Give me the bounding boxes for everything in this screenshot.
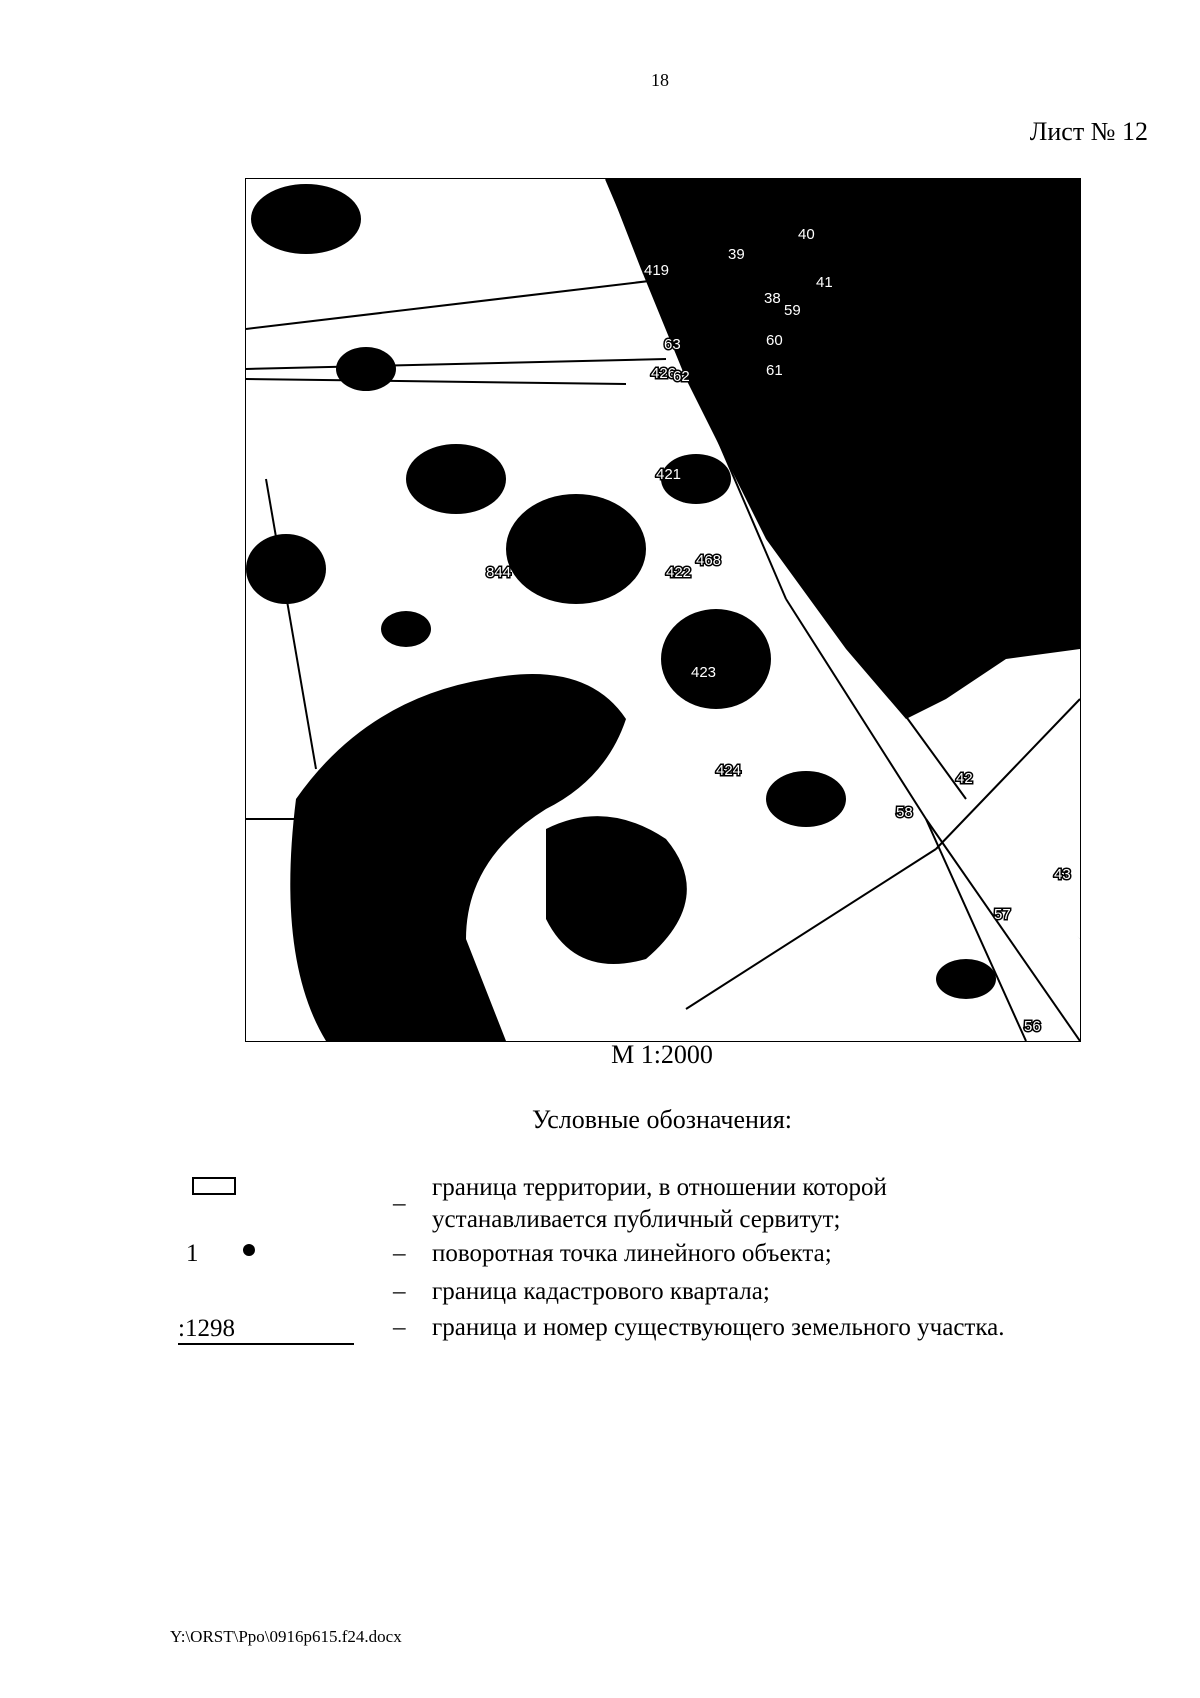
legend-dash: – bbox=[393, 1190, 406, 1217]
map-label: 38 bbox=[764, 290, 781, 307]
map-image bbox=[245, 178, 1081, 1042]
map-label: 42 bbox=[956, 770, 973, 787]
turning-point-dot-icon bbox=[243, 1244, 255, 1256]
map-scale: М 1:2000 bbox=[611, 1040, 713, 1069]
legend-item-cadastral-quarter: граница кадастрового квартала; bbox=[432, 1278, 770, 1305]
map-label: 426 bbox=[651, 365, 677, 382]
parcel-boundary-symbol: :1298 bbox=[178, 1315, 354, 1345]
map-label: 56 bbox=[1024, 1018, 1041, 1035]
map-label: 468 bbox=[696, 552, 722, 569]
map-label: 423 bbox=[691, 664, 717, 681]
legend-item-servitude-line2: устанавливается публичный сервитут; bbox=[432, 1206, 841, 1233]
map-label: 40 bbox=[798, 226, 815, 243]
map-label: 59 bbox=[784, 302, 801, 319]
map-label: 58 bbox=[896, 804, 913, 821]
map-label: 41 bbox=[816, 274, 833, 291]
page-number: 18 bbox=[651, 70, 669, 90]
legend-item-servitude-line1: граница территории, в отношении которой bbox=[432, 1174, 887, 1201]
map-label: 419 bbox=[644, 262, 670, 279]
legend-title: Условные обозначения: bbox=[531, 1105, 793, 1134]
legend-dash: – bbox=[393, 1314, 406, 1341]
map-label: 60 bbox=[766, 332, 783, 349]
map-label: 57 bbox=[994, 906, 1011, 923]
map-svg bbox=[246, 179, 1080, 1041]
map-label: 62 bbox=[673, 368, 690, 385]
sheet-number: Лист № 12 bbox=[1029, 117, 1148, 146]
map-label: 844 bbox=[486, 564, 512, 581]
map-label: 422 bbox=[666, 564, 692, 581]
map-label: 424 bbox=[716, 762, 742, 779]
legend-dash: – bbox=[393, 1278, 406, 1305]
map-label: 63 bbox=[664, 336, 681, 353]
map-label: 421 bbox=[656, 466, 682, 483]
map-label: 61 bbox=[766, 362, 783, 379]
map-label: 43 bbox=[1054, 866, 1071, 883]
legend-item-land-parcel: граница и номер существующего земельного участка. bbox=[432, 1314, 1005, 1341]
map-label: 39 bbox=[728, 246, 745, 263]
legend-item-turning-point: поворотная точка линейного объекта; bbox=[432, 1240, 832, 1267]
legend-dash: – bbox=[393, 1240, 406, 1267]
servitude-boundary-symbol bbox=[192, 1177, 236, 1195]
footer-file-path: Y:\ORST\Ppo\0916p615.f24.docx bbox=[170, 1627, 402, 1646]
turning-point-number: 1 bbox=[186, 1240, 199, 1267]
